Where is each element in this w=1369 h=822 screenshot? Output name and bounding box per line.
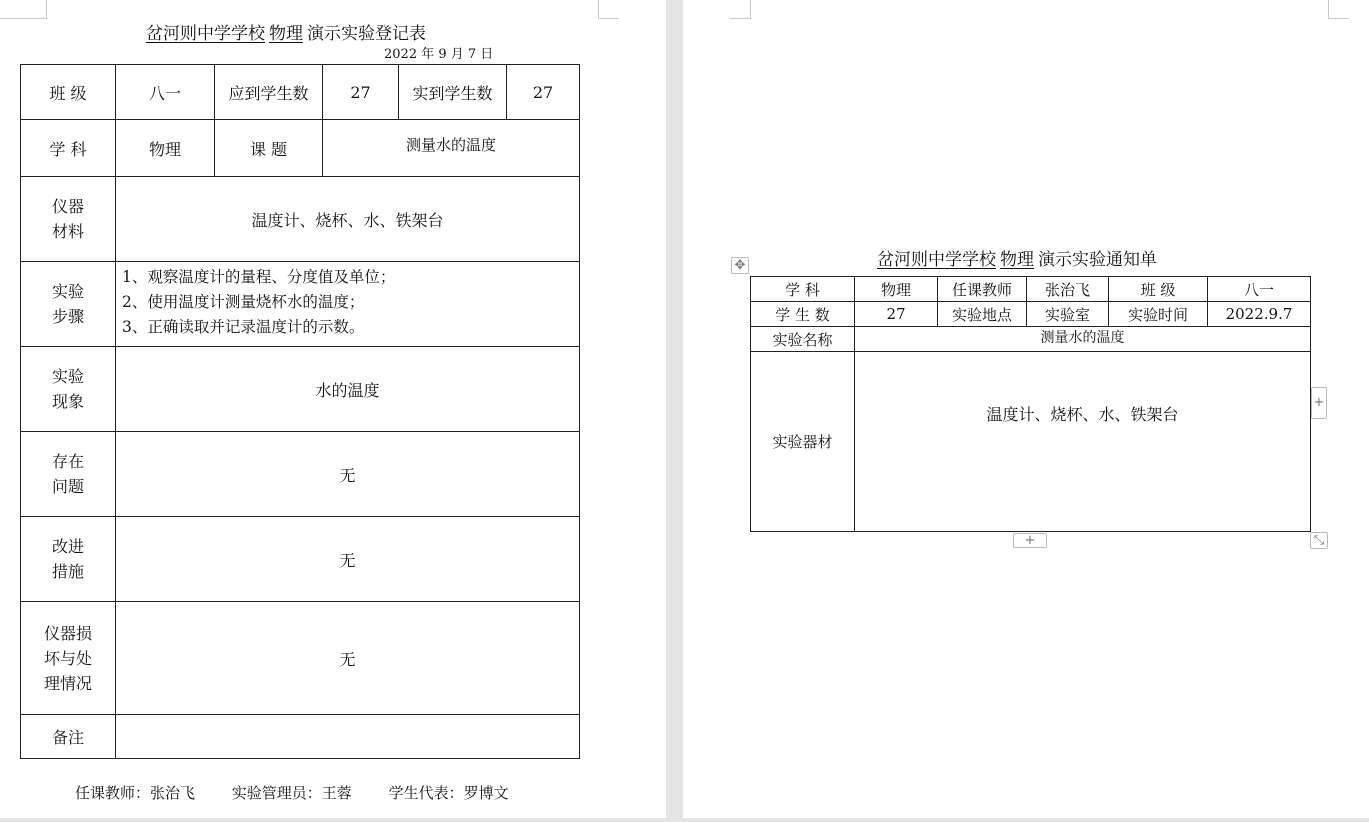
problems-label-line: 存在	[51, 452, 84, 471]
class-label: 班 级	[21, 65, 116, 120]
phenomenon-label	[21, 347, 116, 432]
actual-students-label: 实到学生数	[399, 65, 507, 120]
class-value[interactable]: 八一	[1208, 277, 1311, 302]
teacher-label: 任课教师	[938, 277, 1027, 302]
time-label: 实验时间	[1109, 302, 1208, 327]
title-school: 岔河则中学学校	[877, 250, 996, 270]
location-label: 实验地点	[938, 302, 1027, 327]
table-row	[751, 302, 1311, 327]
improvements-label-line: 措施	[51, 562, 84, 581]
register-footer	[75, 782, 541, 803]
equipment-value[interactable]: 温度计、烧杯、水、铁架台	[855, 352, 1311, 532]
class-value[interactable]: 八一	[116, 65, 215, 120]
improvements-label-line: 改进	[51, 537, 84, 556]
equipment-value[interactable]: 温度计、烧杯、水、铁架台	[116, 177, 580, 262]
title-suffix: 演示实验通知单	[1038, 250, 1157, 270]
table-row	[21, 120, 580, 177]
step-item: 3、正确读取并记录温度计的示数。	[122, 318, 365, 336]
register-title	[146, 19, 426, 44]
teacher-value[interactable]: 张治飞	[1027, 277, 1109, 302]
register-table	[20, 64, 580, 759]
improvements-label	[21, 517, 116, 602]
problems-label	[21, 432, 116, 517]
subject-label: 学 科	[751, 277, 855, 302]
phenomenon-label-line: 实验	[51, 367, 84, 386]
time-value[interactable]: 2022.9.7	[1208, 302, 1311, 327]
title-school: 岔河则中学学校	[146, 24, 265, 44]
damage-value[interactable]: 无	[116, 602, 580, 715]
table-row	[21, 432, 580, 517]
step-item: 2、使用温度计测量烧杯水的温度；	[122, 293, 365, 311]
subject-label: 学 科	[21, 120, 116, 177]
add-column-button[interactable]: +	[1311, 387, 1327, 419]
equipment-label-line: 仪器	[51, 197, 84, 216]
remarks-label: 备注	[21, 715, 116, 759]
title-suffix: 演示实验登记表	[307, 24, 426, 44]
steps-value[interactable]	[116, 262, 580, 347]
table-row	[751, 277, 1311, 302]
table-row	[21, 177, 580, 262]
table-row	[21, 262, 580, 347]
actual-students-value[interactable]: 27	[507, 65, 580, 120]
phenomenon-label-line: 现象	[51, 392, 84, 411]
table-row	[21, 602, 580, 715]
table-resize-handle-icon[interactable]: ⤡	[1310, 532, 1328, 549]
expected-students-value[interactable]: 27	[323, 65, 399, 120]
students-label: 学 生 数	[751, 302, 855, 327]
student-signature: 学生代表：罗博文	[388, 784, 509, 802]
manager-signature: 实验管理员：王蓉	[231, 784, 352, 802]
table-row	[21, 715, 580, 759]
table-row	[21, 347, 580, 432]
table-row	[21, 517, 580, 602]
topic-label: 课 题	[215, 120, 323, 177]
equipment-label	[21, 177, 116, 262]
page-corner-mark	[1328, 0, 1349, 19]
location-value[interactable]: 实验室	[1027, 302, 1109, 327]
register-date: 2022 年 9 月 7 日	[384, 47, 494, 62]
title-subject: 物理	[269, 24, 303, 44]
notice-table	[750, 276, 1311, 532]
page-corner-mark	[598, 0, 619, 19]
subject-value[interactable]: 物理	[116, 120, 215, 177]
add-row-button[interactable]: +	[1013, 533, 1047, 548]
teacher-signature: 任课教师：张治飞	[75, 784, 196, 802]
damage-label	[21, 602, 116, 715]
experiment-name-value[interactable]: 测量水的温度	[855, 327, 1311, 352]
steps-label	[21, 262, 116, 347]
class-label: 班 级	[1109, 277, 1208, 302]
step-item: 1、观察温度计的量程、分度值及单位；	[122, 268, 396, 286]
table-move-handle-icon[interactable]: ✥	[731, 257, 749, 274]
students-value[interactable]: 27	[855, 302, 938, 327]
page-corner-mark	[0, 0, 47, 19]
right-page	[683, 0, 1369, 818]
left-page	[0, 0, 666, 818]
page-corner-mark	[730, 0, 751, 19]
problems-label-line: 问题	[51, 477, 84, 496]
title-subject: 物理	[1000, 250, 1034, 270]
damage-label-line: 理情况	[43, 673, 92, 693]
damage-label-line: 仪器损	[43, 623, 92, 643]
experiment-name-label: 实验名称	[751, 327, 855, 352]
improvements-value[interactable]: 无	[116, 517, 580, 602]
table-row	[21, 65, 580, 120]
notice-title	[877, 245, 1157, 270]
steps-label-line: 步骤	[51, 307, 84, 326]
table-row	[751, 352, 1311, 532]
problems-value[interactable]: 无	[116, 432, 580, 517]
steps-label-line: 实验	[51, 282, 84, 301]
subject-value[interactable]: 物理	[855, 277, 938, 302]
expected-students-label: 应到学生数	[215, 65, 323, 120]
equipment-label-line: 材料	[51, 222, 84, 241]
table-row	[751, 327, 1311, 352]
phenomenon-value[interactable]: 水的温度	[116, 347, 580, 432]
damage-label-line: 坏与处	[43, 648, 92, 668]
remarks-value[interactable]	[116, 715, 580, 759]
equipment-label: 实验器材	[751, 352, 855, 532]
topic-value[interactable]: 测量水的温度	[323, 120, 580, 177]
